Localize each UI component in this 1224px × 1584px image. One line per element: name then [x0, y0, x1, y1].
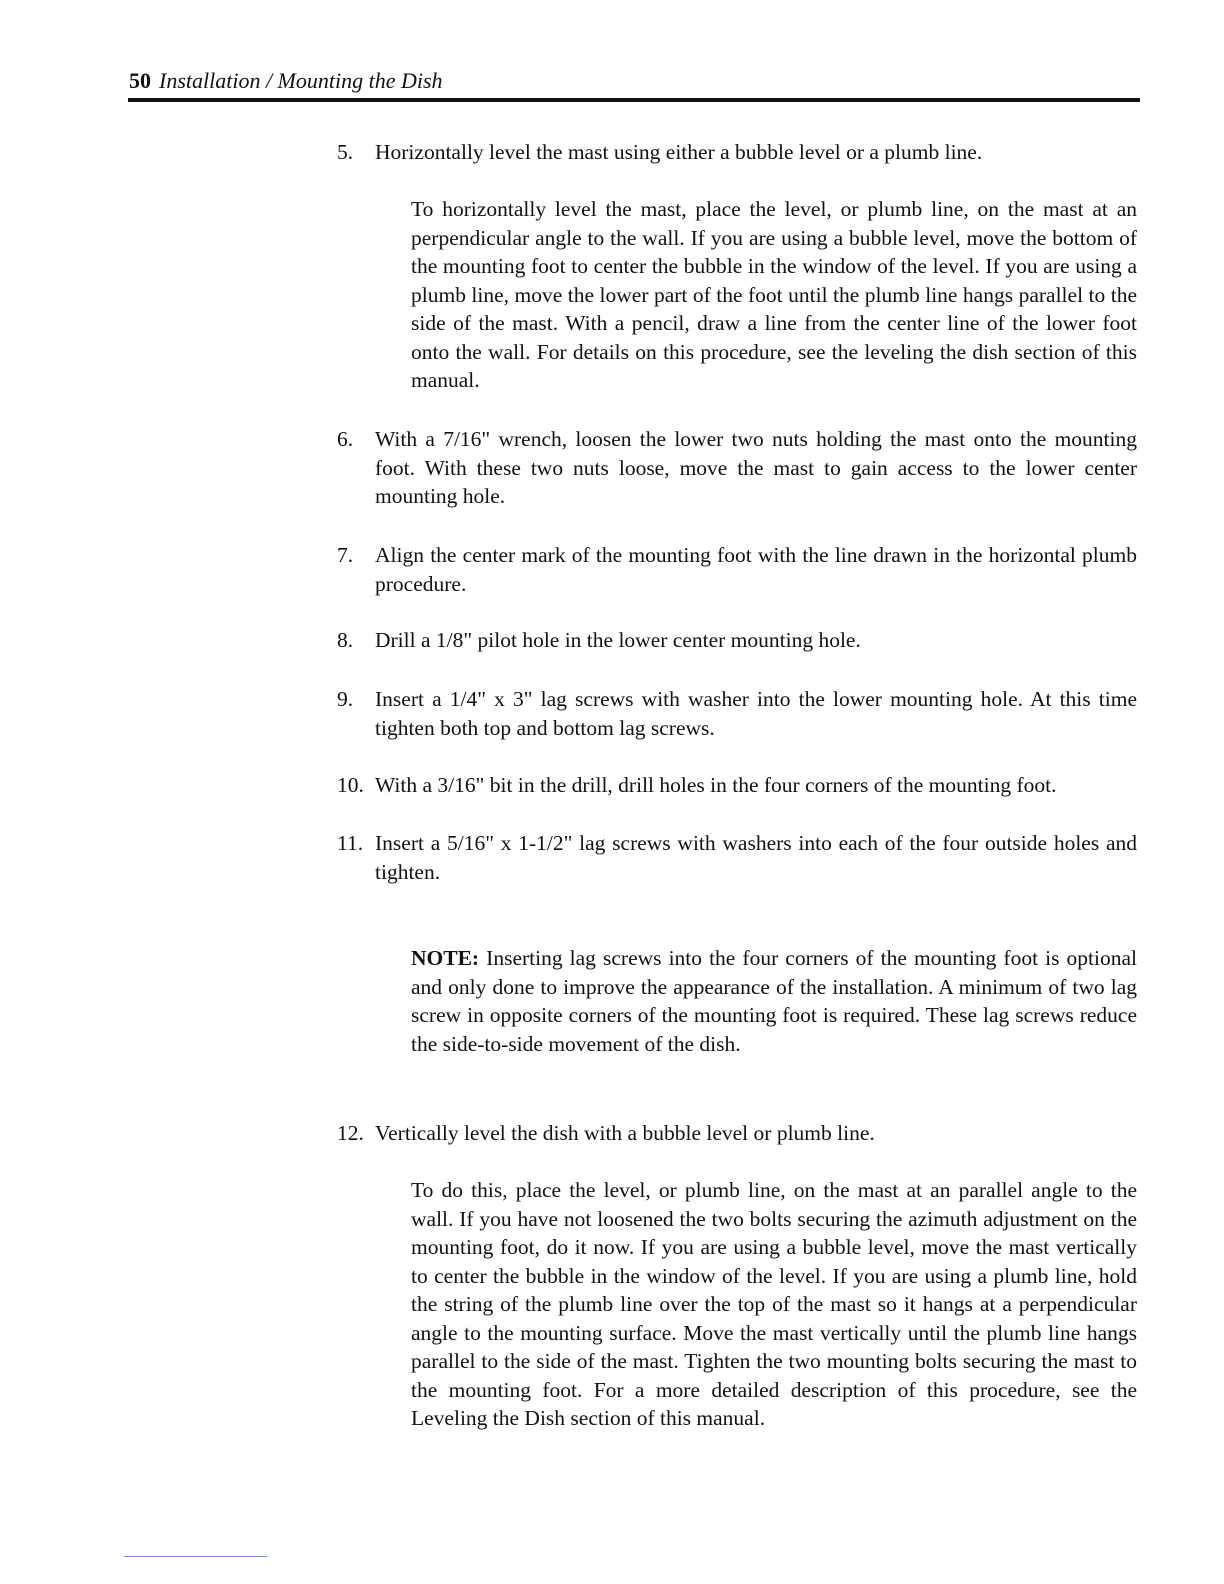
note-paragraph [411, 944, 1137, 1058]
note-text: Inserting lag screws into the four corners of the mounting foot is optional and only done to improve the appearance of the installation. A minimum of two lag screw in opposite corners of the mounting foot is required. These lag screws reduce the side-to-side movement of the dish. [411, 946, 1137, 1056]
page-number: 50 [129, 68, 151, 93]
step-number: 9. [337, 687, 354, 711]
step-number: 7. [337, 543, 354, 567]
step-text: With a 3/16" bit in the drill, drill holes in the four corners of the mounting foot. [375, 773, 1057, 797]
step-number: 5. [337, 140, 354, 164]
step-text: With a 7/16" wrench, loosen the lower two nuts holding the mast onto the mounting foot. With these two nuts loose, move the mast to gain access to the lower center mounting hole. [375, 427, 1137, 508]
step-10 [337, 771, 1137, 800]
step-number: 10. [337, 773, 364, 797]
step-12-details: To do this, place the level, or plumb line, on the mast at an parallel angle to the wall. If you have not loosened the two bolts securing the azimuth adjustment on the mounting foot, do it now. If you are using a bubble level, move the mast vertically to center the bubble in the window of the level. If you are using a plumb line, hold the string of the plumb line over the top of the mast so it hangs at a perpendicular angle to the mounting surface. Move the mast vertically until the plumb line hangs parallel to the side of the mast. Tighten the two mounting bolts securing the mast to the mounting foot. For a more detailed description of this procedure, see the Leveling the Dish section of this manual. [411, 1178, 1137, 1430]
step-7 [337, 541, 1137, 598]
step-5 [337, 138, 1137, 167]
step-text: Insert a 5/16" x 1-1/2" lag screws with washers into each of the four outside holes and tighten. [375, 831, 1137, 884]
page-header [129, 66, 443, 96]
header-title: Installation / Mounting the Dish [159, 68, 443, 93]
step-number: 11. [337, 831, 364, 855]
step-5-details: To horizontally level the mast, place the level, or plumb line, on the mast at an perpendicular angle to the wall. If you are using a bubble level, move the bottom of the mounting foot to center the bubble in the window of the level. If you are using a plumb line, move the lower part of the foot until the plumb line hangs parallel to the side of the mast. With a pencil, draw a line from the center line of the lower foot onto the wall. For details on this procedure, see the leveling the dish section of this manual. [411, 197, 1137, 392]
step-text: Drill a 1/8" pilot hole in the lower center mounting hole. [375, 628, 861, 652]
step-9 [337, 685, 1137, 742]
step-12 [337, 1119, 1137, 1148]
step-text: Horizontally level the mast using either a bubble level or a plumb line. [375, 140, 983, 164]
step-text: Vertically level the dish with a bubble level or plumb line. [375, 1121, 875, 1145]
step-6 [337, 425, 1137, 511]
step-number: 6. [337, 427, 354, 451]
step-11 [337, 829, 1137, 886]
header-rule [128, 98, 1140, 102]
step-text: Align the center mark of the mounting foot with the line drawn in the horizontal plumb procedure. [375, 543, 1137, 596]
step-number: 12. [337, 1121, 364, 1145]
note-label: NOTE: [411, 946, 480, 970]
step-text: Insert a 1/4" x 3" lag screws with washer into the lower mounting hole. At this time tighten both top and bottom lag screws. [375, 687, 1137, 740]
step-8 [337, 626, 1137, 655]
step-number: 8. [337, 628, 354, 652]
footer-line [124, 1556, 267, 1557]
